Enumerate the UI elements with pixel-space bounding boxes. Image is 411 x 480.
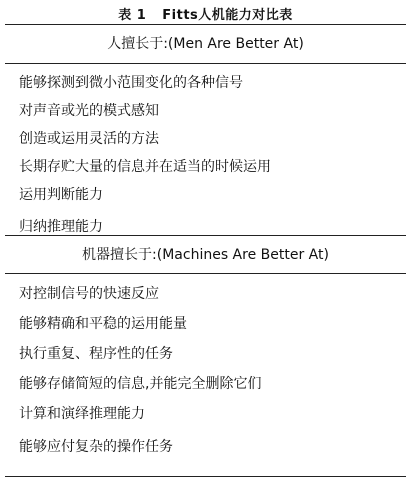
human-abilities-list [5, 64, 406, 235]
list-item: 归纳推理能力 [19, 219, 103, 235]
list-item: 运用判断能力 [19, 187, 103, 203]
list-item: 执行重复、程序性的任务 [19, 346, 173, 362]
list-item: 对控制信号的快速反应 [19, 286, 159, 302]
table-title: Fitts人机能力对比表 [162, 8, 293, 23]
list-item: 对声音或光的模式感知 [19, 103, 159, 119]
section-heading-human: 人擅长于:(Men Are Better At) [5, 25, 406, 64]
list-item: 计算和演绎推理能力 [19, 406, 145, 422]
list-item: 能够存储简短的信息,并能完全删除它们 [19, 376, 262, 392]
list-item: 长期存贮大量的信息并在适当的时候运用 [19, 159, 271, 175]
list-item: 能够探测到微小范围变化的各种信号 [19, 75, 243, 91]
comparison-table [5, 24, 406, 477]
list-item: 能够应付复杂的操作任务 [19, 439, 173, 455]
list-item: 创造或运用灵活的方法 [19, 131, 159, 147]
list-item: 能够精确和平稳的运用能量 [19, 316, 187, 332]
table-number: 表 1 [118, 8, 147, 23]
table-caption [0, 4, 411, 23]
section-heading-machine: 机器擅长于:(Machines Are Better At) [5, 235, 406, 274]
machine-abilities-list [5, 274, 406, 462]
